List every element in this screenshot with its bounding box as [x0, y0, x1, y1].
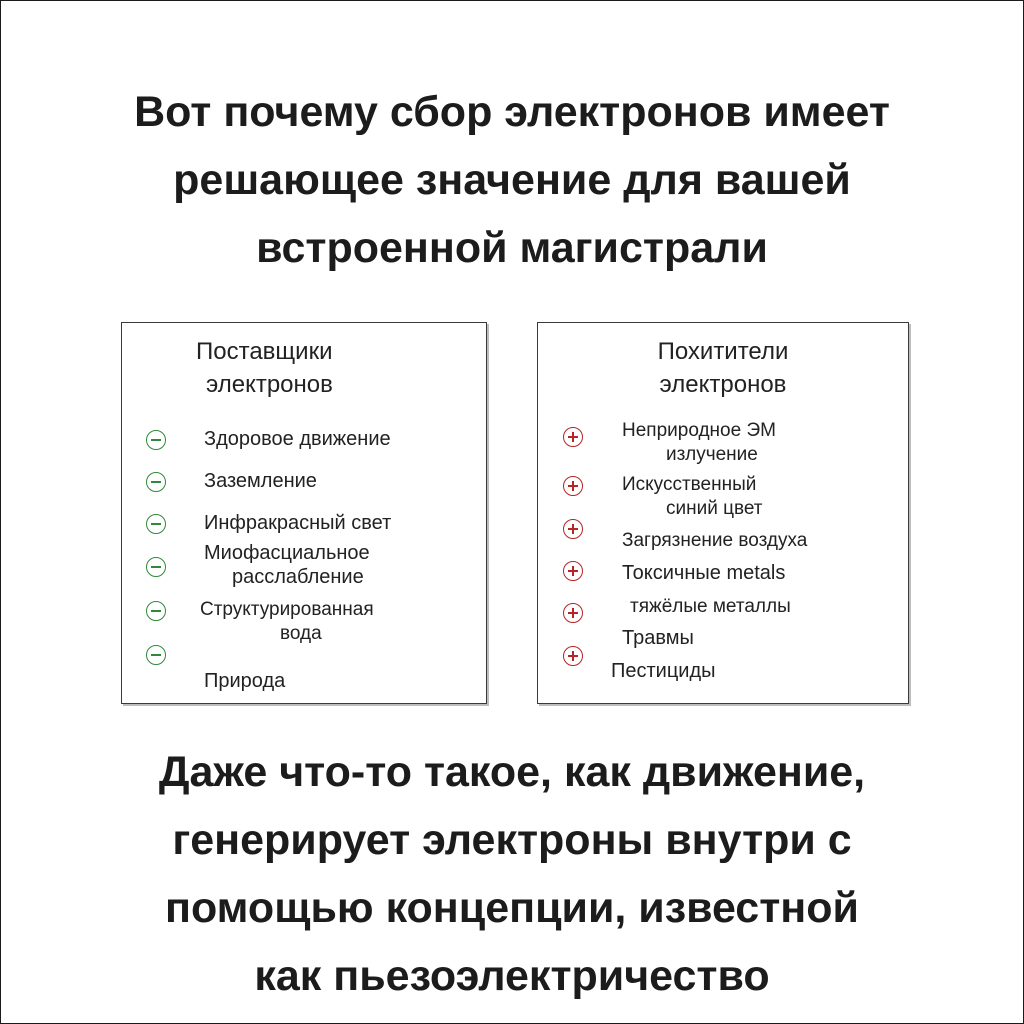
electron-thieves-box	[537, 322, 909, 704]
thief-item-label: Неприродное ЭМ	[622, 420, 776, 441]
supplier-item-label: Здоровое движение	[204, 428, 391, 450]
thief-item	[622, 473, 763, 521]
supplier-item	[204, 427, 391, 451]
bottom-headline	[0, 738, 1024, 1010]
supplier-item	[204, 469, 317, 493]
thief-item	[622, 561, 785, 585]
top-headline-line: решающее значение для вашей	[173, 156, 851, 204]
minus-circle-icon	[146, 645, 166, 665]
suppliers-title-line: электронов	[206, 371, 333, 398]
minus-circle-icon	[146, 601, 166, 621]
plus-circle-icon	[563, 519, 583, 539]
thief-item	[622, 419, 776, 467]
bottom-headline-line: помощью концепции, известной	[165, 884, 859, 932]
thief-item	[622, 529, 807, 553]
supplier-item-label: Природа	[204, 670, 286, 692]
minus-circle-icon	[146, 472, 166, 492]
thief-item-label: Искусственный	[622, 474, 757, 495]
thief-item-label: синий цвет	[666, 498, 763, 519]
supplier-item-label: расслабление	[232, 566, 364, 588]
plus-circle-icon	[563, 476, 583, 496]
supplier-item	[204, 511, 391, 535]
thief-item	[630, 595, 791, 619]
suppliers-title	[196, 335, 333, 401]
supplier-item	[200, 598, 374, 646]
thief-item	[622, 626, 694, 650]
electron-suppliers-box	[121, 322, 487, 704]
supplier-item-label: Инфракрасный свет	[204, 512, 392, 534]
top-headline	[0, 78, 1024, 282]
thief-item-label: Травмы	[622, 627, 694, 649]
thief-item-label: Загрязнение воздуха	[622, 530, 808, 551]
thief-item-label: тяжёлые металлы	[630, 596, 791, 617]
bottom-headline-line: Даже что-то такое, как движение,	[158, 748, 866, 796]
thieves-title-line: Похитители	[657, 338, 789, 365]
minus-circle-icon	[146, 430, 166, 450]
plus-circle-icon	[563, 427, 583, 447]
minus-circle-icon	[146, 514, 166, 534]
plus-circle-icon	[563, 646, 583, 666]
thieves-title-line: электронов	[659, 371, 787, 398]
supplier-item-label: Заземление	[204, 470, 317, 492]
thief-item	[611, 659, 716, 683]
thief-item-label: Пестициды	[611, 660, 716, 682]
top-headline-line: встроенной магистрали	[256, 224, 768, 272]
minus-circle-icon	[146, 557, 166, 577]
top-headline-line: Вот почему сбор электронов имеет	[134, 88, 890, 136]
supplier-item	[204, 669, 285, 693]
thief-item-label: излучение	[666, 444, 758, 465]
bottom-headline-line: генерирует электроны внутри с	[172, 816, 852, 864]
supplier-item	[204, 541, 370, 589]
thieves-title	[538, 335, 908, 401]
bottom-headline-line: как пьезоэлектричество	[254, 952, 770, 1000]
supplier-item-label: Структурированная	[200, 599, 374, 620]
plus-circle-icon	[563, 603, 583, 623]
suppliers-title-line: Поставщики	[196, 338, 333, 365]
supplier-item-label: Миофасциальное	[204, 542, 370, 564]
supplier-item-label: вода	[280, 623, 322, 644]
plus-circle-icon	[563, 561, 583, 581]
thief-item-label: Токсичные metals	[622, 562, 786, 584]
